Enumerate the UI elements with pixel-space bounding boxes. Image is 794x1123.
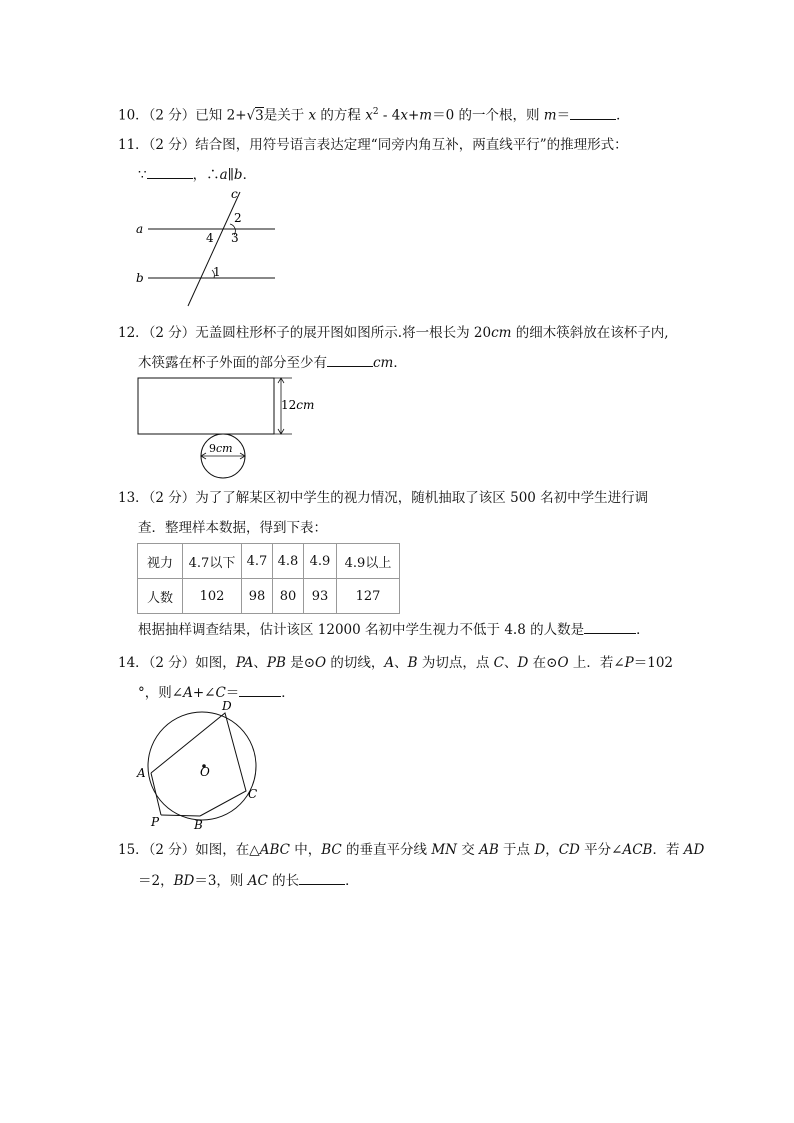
question-13-line2: 查．整理样本数据，得到下表： <box>138 520 327 536</box>
label-a: A <box>137 766 146 780</box>
label-o: O <box>200 765 210 779</box>
answer-blank-12[interactable] <box>327 354 373 367</box>
label-b: b <box>136 271 144 285</box>
answer-blank-10[interactable] <box>570 107 616 120</box>
label-c: c <box>231 187 238 201</box>
cup-net-figure <box>130 372 330 482</box>
radicand: 3 <box>255 107 264 124</box>
answer-blank-13[interactable] <box>584 621 636 634</box>
table-header-row: 视力 4.7以下 4.7 4.8 4.9 4.9以上 <box>138 544 400 579</box>
question-11: 11．（2 分）结合图，用符号语言表达定理“同旁内角互补，两直线平行”的推理形式： <box>118 137 628 153</box>
parallel-lines-figure <box>130 186 290 311</box>
label-b: B <box>194 818 203 832</box>
answer-blank-11[interactable] <box>147 166 193 179</box>
label-d: D <box>222 700 232 713</box>
cup-side-rectangle <box>138 378 274 434</box>
quadrilateral-adcb <box>151 713 246 816</box>
question-15: 15．（2 分）如图，在△ABC 中，BC 的垂直平分线 MN 交 AB 于点 D，CD 平分∠ACB．若 AD <box>118 842 705 858</box>
diameter-label: 9cm <box>209 442 233 455</box>
table-row: 人数 102 98 80 93 127 <box>138 579 400 614</box>
answer-blank-14[interactable] <box>239 684 281 697</box>
label-a: a <box>136 222 144 236</box>
label-angle-2: 2 <box>234 211 242 225</box>
question-12: 12．（2 分）无盖圆柱形杯子的展开图如图所示.将一根长为 20cm 的细木筷斜放在该杯子内, <box>118 325 669 341</box>
vision-table <box>137 543 400 614</box>
question-13-question: 根据抽样调查结果，估计该区 12000 名初中学生视力不低于 4.8 的人数是 ． <box>138 622 650 638</box>
question-13: 13．（2 分）为了了解某区初中学生的视力情况，随机抽取了该区 500 名初中学生进行调 <box>118 490 649 506</box>
question-11-reasoning: ∵ ，∴a∥b． <box>138 167 257 183</box>
label-p: P <box>151 815 160 829</box>
height-label: 12cm <box>281 398 315 412</box>
tangent-pb <box>161 815 200 816</box>
circle-tangent-figure <box>130 700 270 835</box>
label-c: C <box>248 787 258 801</box>
question-12-line2: 木筷露在杯子外面的部分至少有 cm． <box>138 355 407 371</box>
answer-blank-15[interactable] <box>299 872 345 885</box>
question-14: 14．（2 分）如图，PA、PB 是⊙O 的切线，A、B 为切点，点 C、D 在⊙O 上．若∠P＝102 <box>118 655 674 671</box>
label-angle-4: 4 <box>206 231 214 245</box>
question-14-line2: °，则∠A+∠C＝ ． <box>138 685 295 701</box>
label-angle-1: 1 <box>213 265 221 279</box>
label-angle-3: 3 <box>231 231 239 245</box>
question-10: 10．（2 分）已知 2+√3是关于 x 的方程 $x^2 - 4x+m=0$ 的一个根，则 m＝ ． <box>118 107 630 124</box>
line-c <box>188 192 240 306</box>
tangent-pa <box>151 773 161 815</box>
sqrt-symbol: √ <box>246 107 256 124</box>
question-15-line2: ＝2，BD＝3，则 AC 的长 ． <box>138 873 359 889</box>
